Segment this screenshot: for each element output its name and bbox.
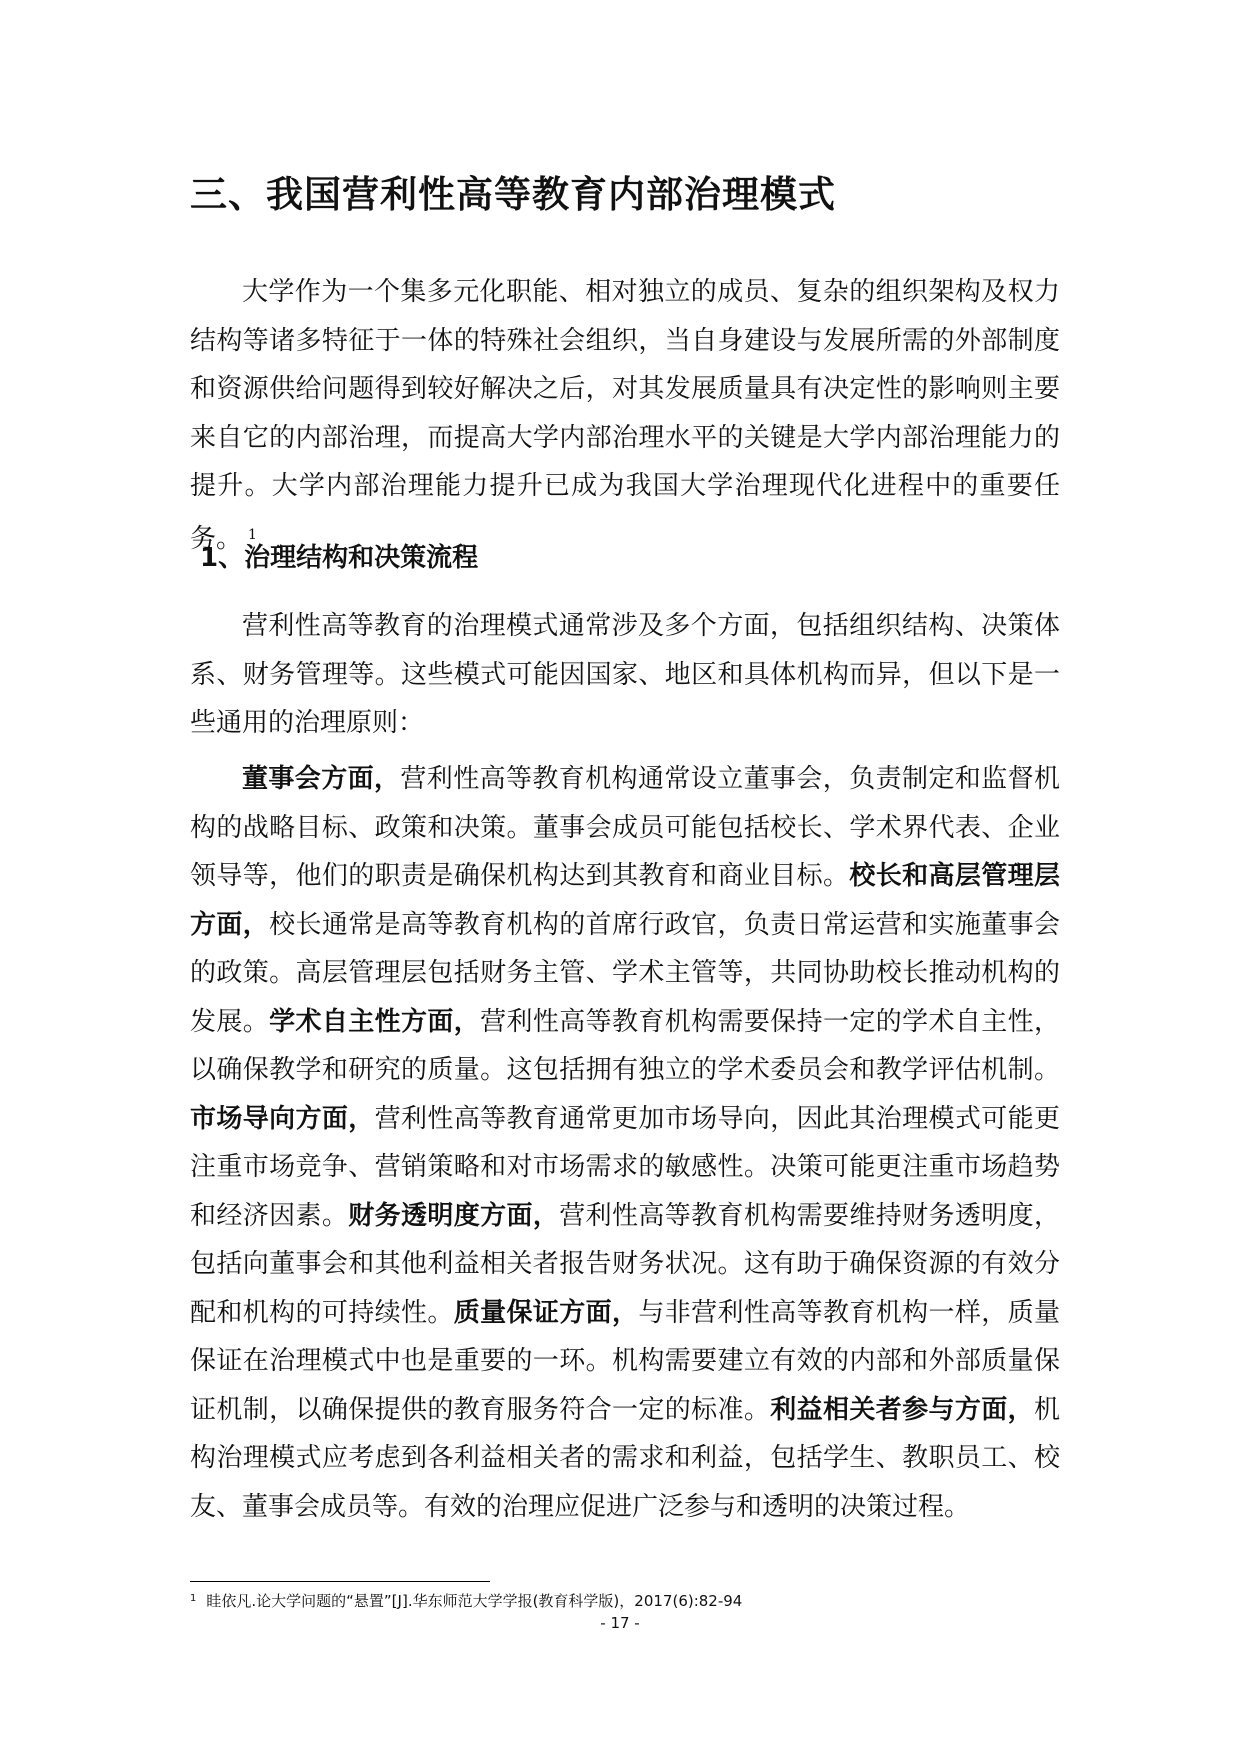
stakeholder-term: 利益相关者参与方面， — [770, 1394, 1034, 1425]
stakeholder-text: 机构治理模式应考虑到各利益相关者的需求和利益，包括学生、教职员工、校友、董事会成员等。有效的治理应促进广泛参与和透明的决策过程。 — [190, 1394, 1060, 1522]
footnote — [190, 1590, 742, 1611]
section-heading: 三、我国营利性高等教育内部治理模式 — [190, 173, 836, 216]
principles-intro-paragraph: 营利性高等教育的治理模式通常涉及多个方面，包括组织结构、决策体系、财务管理等。这些模式可能因国家、地区和具体机构而异，但以下是一些通用的治理原则： — [190, 611, 1060, 738]
page-number: - 17 - — [600, 1614, 640, 1632]
president-term: 校长和高层管理层方面， — [190, 861, 1060, 940]
board-text: 营利性高等教育机构通常设立董事会，负责制定和监督机构的战略目标、政策和决策。董事会成员可能包括校长、学术界代表、企业领导等，他们的职责是确保机构达到其教育和商业目标。 — [190, 764, 1060, 891]
footnote-divider — [190, 1581, 490, 1582]
footnote-text: 眭依凡.论大学问题的“悬置”[J].华东师范大学学报(教育科学版)，2017(6):82-94 — [206, 1592, 743, 1610]
financial-transparency-text: 营利性高等教育机构需要维持财务透明度，包括向董事会和其他利益相关者报告财务状况。这有助于确保资源的有效分配和机构的可持续性。 — [190, 1200, 1060, 1328]
footnote-number: 1 — [190, 1593, 197, 1604]
board-term: 董事会方面， — [242, 764, 401, 794]
market-orientation-term: 市场导向方面， — [190, 1103, 375, 1134]
footnote-ref[interactable]: 1 — [248, 526, 257, 543]
subheading: 1、治理结构和决策流程 — [200, 543, 479, 573]
academic-autonomy-text: 营利性高等教育机构需要保持一定的学术自主性，以确保教学和研究的质量。这包括拥有独立的学术委员会和教学评估机制。 — [190, 1006, 1060, 1085]
market-orientation-text: 营利性高等教育通常更加市场导向，因此其治理模式可能更注重市场竞争、营销策略和对市场需求的敏感性。决策可能更注重市场趋势和经济因素。 — [190, 1103, 1060, 1231]
intro-paragraph — [190, 268, 1060, 563]
academic-autonomy-term: 学术自主性方面， — [269, 1006, 481, 1037]
financial-transparency-term: 财务透明度方面， — [348, 1200, 560, 1231]
intro-text: 大学作为一个集多元化职能、相对独立的成员、复杂的组织架构及权力结构等诸多特征于一体的特殊社会组织，当自身建设与发展所需的外部制度和资源供给问题得到较好解决之后，对其发展质量具有决定性的影响则主要来自它的内部治理，而提高大学内部治理水平的关键是大学内部治理能力的提升。大学内部治理能力提升已成为我国大学治理现代化进程中的重要任务。 — [190, 277, 1060, 554]
governance-paragraph — [190, 755, 1060, 1531]
president-text: 校长通常是高等教育机构的首席行政官，负责日常运营和实施董事会的政策。高层管理层包括财务主管、学术主管等，共同协助校长推动机构的发展。 — [190, 909, 1060, 1037]
quality-assurance-term: 质量保证方面， — [453, 1297, 639, 1328]
quality-assurance-text: 与非营利性高等教育机构一样，质量保证在治理模式中也是重要的一环。机构需要建立有效的内部和外部质量保证机制，以确保提供的教育服务符合一定的标准。 — [190, 1297, 1060, 1425]
